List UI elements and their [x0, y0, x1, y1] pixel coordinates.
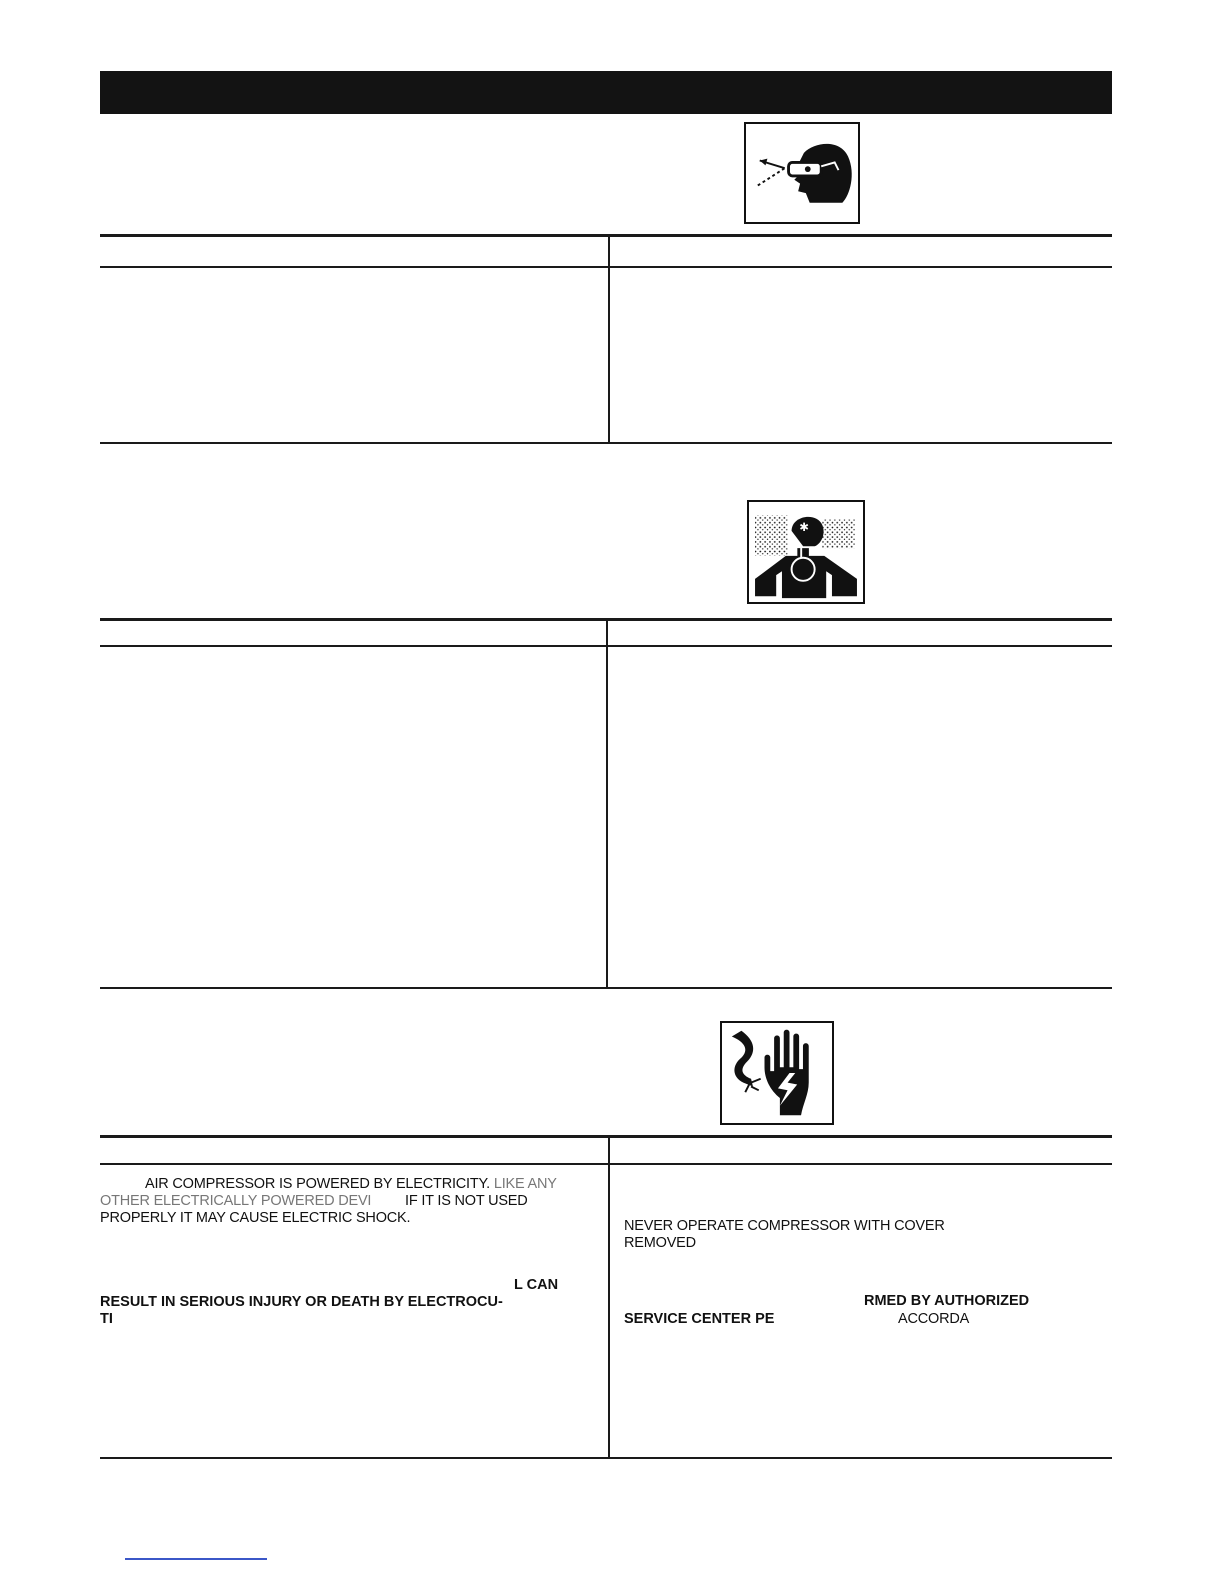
column-divider [608, 237, 610, 443]
warning-text-line: RESULT IN SERIOUS INJURY OR DEATH BY ELECTROCU- [100, 1294, 503, 1310]
warning-text-fragment: SERVICE CENTER PE [624, 1311, 775, 1327]
footer-link-underline[interactable] [125, 1558, 267, 1560]
warning-text-line [100, 1193, 371, 1210]
warning-text-fragment: AIR COMPRESSOR IS POWERED BY ELECTRICITY. [145, 1176, 490, 1192]
warning-text-fragment: LIKE ANY [493, 1176, 557, 1192]
electric-shock-hand-icon [720, 1021, 834, 1125]
respiratory-hazard-icon [747, 500, 865, 604]
section-rule [100, 442, 1112, 444]
section-rule [100, 987, 1112, 989]
section-rule [100, 266, 1112, 268]
section-rule [100, 234, 1112, 237]
section-rule [100, 1135, 1112, 1138]
warning-text-fragment: L CAN [514, 1277, 559, 1293]
warning-text-line [145, 1176, 557, 1193]
section-header-bar [100, 71, 1112, 114]
warning-text-fragment: IF IT IS NOT USED [405, 1193, 528, 1209]
eye-protection-icon [744, 122, 860, 224]
column-divider [606, 621, 608, 987]
column-divider [608, 1138, 610, 1458]
warning-text-line: REMOVED [624, 1235, 696, 1251]
warning-text-line: NEVER OPERATE COMPRESSOR WITH COVER [624, 1218, 945, 1234]
warning-text-line: TI [100, 1311, 113, 1327]
section-rule [100, 1457, 1112, 1459]
warning-text-line: PROPERLY IT MAY CAUSE ELECTRIC SHOCK. [100, 1210, 411, 1226]
svg-text:✱: ✱ [799, 519, 809, 534]
section-rule [100, 1163, 1112, 1165]
warning-text-fragment: OTHER ELECTRICALLY POWERED DEVI [100, 1193, 372, 1209]
warning-text-fragment: RMED BY AUTHORIZED [864, 1293, 1030, 1309]
warning-text-fragment: ACCORDA [898, 1311, 970, 1327]
